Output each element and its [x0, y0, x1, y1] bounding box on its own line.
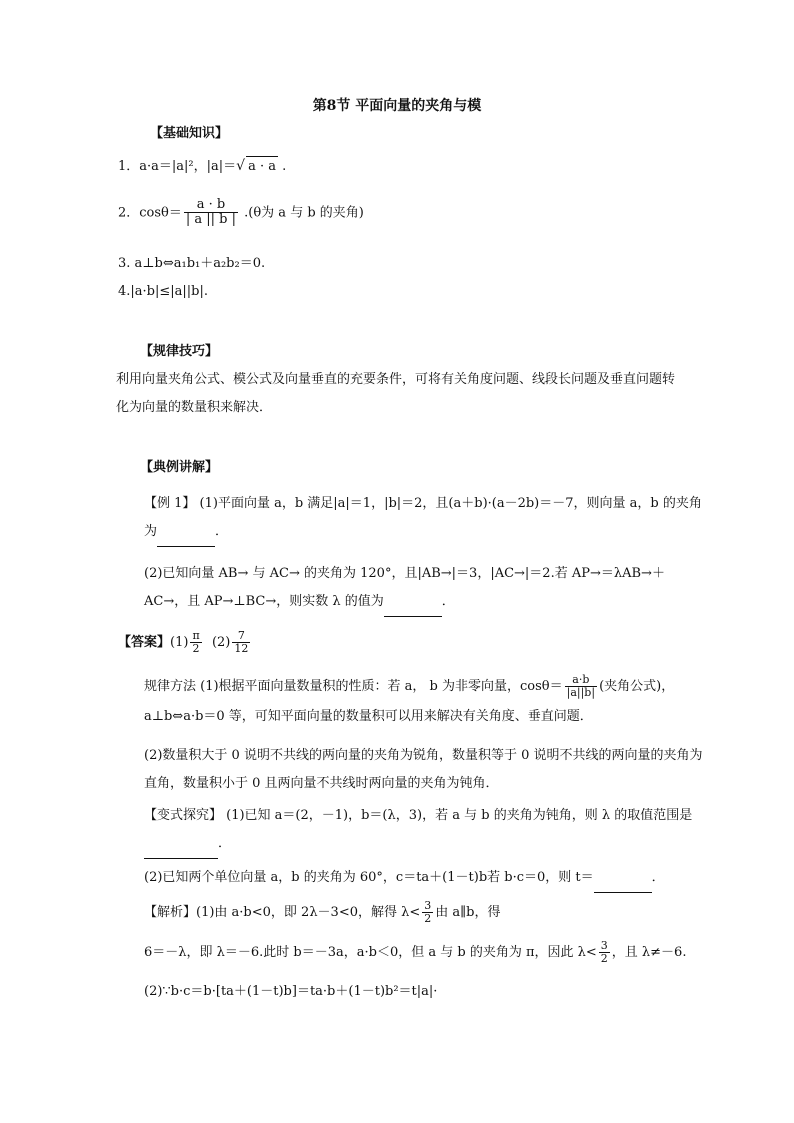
answer-2-denominator: 12 [234, 642, 249, 656]
variant-1-end: ． [218, 836, 232, 851]
solution-line-2 [144, 940, 686, 966]
formula-2-fraction [184, 198, 238, 228]
solution-fraction-1 [422, 900, 433, 925]
answer-blank-4 [594, 864, 652, 893]
solution-line-1 [144, 900, 500, 926]
method-text-b: (夹角公式)，a⊥b⇔a·b＝0 等，可知平面向量的数量积可以用来解决有关角度、垂直问题． [144, 679, 675, 724]
variant-2-end: ． [651, 870, 665, 885]
answer-1-prefix: (1) [170, 635, 189, 651]
variant-1 [116, 802, 704, 859]
solution-1b: 由 a∥b，得 [435, 905, 501, 921]
solution-fraction-2 [599, 940, 610, 965]
examples-heading: 【典例讲解】 [140, 460, 219, 475]
formula-2-numerator: a · b [184, 198, 238, 213]
formula-1-text: a·a＝|a|²，|a|＝ [139, 159, 237, 174]
formula-1-end: . [277, 159, 287, 174]
formula-1-sqrt: a · a [246, 156, 278, 177]
formula-4: 4.|a·b|≤|a||b|. [118, 284, 208, 299]
tips-paragraph: 利用向量夹角公式、模公式及向量垂直的充要条件，可将有关角度问题、线段长问题及垂直问题转化为向量的数量积来解决． [116, 372, 676, 415]
answer-1-fraction [190, 630, 201, 655]
example-1-part-2-text: (2)已知向量 AB→ 与 AC→ 的夹角为 120°，且|AB→|＝3，|AC→|＝2.若 AP→＝λAB→＋AC→，且 AP→⊥BC→，则实数 λ 的值为 [144, 566, 665, 609]
variant-2-text: (2)已知两个单位向量 a，b 的夹角为 60°，c＝ta＋(1－t)b若 b·c＝0，则 t＝ [144, 870, 594, 885]
method-text-a: 规律方法 (1)根据平面向量数量积的性质：若 a， b 为非零向量，cosθ＝ [144, 679, 563, 694]
solution-fraction-1-denominator: 2 [424, 912, 432, 926]
answer-2-prefix: (2) [211, 635, 231, 651]
method-fraction [565, 674, 597, 699]
example-1-part-1 [116, 490, 704, 547]
example-1-part-2-end: ． [441, 594, 455, 609]
variant-2 [116, 864, 704, 893]
formula-1-num: 1． [118, 159, 140, 174]
answer-line [118, 630, 252, 655]
example-1-part-1-end: ． [215, 524, 229, 539]
formula-2 [118, 198, 364, 228]
example-1-part-1-text: 【例 1】 (1)平面向量 a，b 满足|a|＝1，|b|＝2，且(a＋b)·(a－2b)＝－7，则向量 a，b 的夹角为 [144, 496, 702, 539]
solution-fraction-2-numerator: 3 [600, 939, 608, 952]
solution-2b: ，且 λ≠－6. [611, 945, 687, 961]
formula-2-prefix: 2．cosθ＝ [118, 205, 182, 221]
answer-1-numerator: π [192, 629, 200, 642]
method-fraction-numerator: a·b [565, 674, 597, 687]
method-paragraph-1 [116, 672, 704, 732]
method-paragraph-2: (2)数量积大于 0 说明不共线的两向量的夹角为锐角，数量积等于 0 说明不共线的两向量的夹角为直角，数量积小于 0 且两向量不共线时两向量的夹角为钝角． [144, 748, 703, 791]
formula-3: 3. a⊥b⇔a₁b₁＋a₂b₂＝0. [118, 256, 266, 271]
variant-1-text: 【变式探究】 (1)已知 a＝(2，－1)，b＝(λ，3)，若 a 与 b 的夹角为钝角，则 λ 的取值范围是 [144, 808, 693, 823]
tips-heading: 【规律技巧】 [140, 344, 219, 359]
solution-1a: 【解析】(1)由 a·b<0，即 2λ－3<0，解得 λ< [144, 905, 421, 921]
method-fraction-denominator: |a||b| [566, 686, 596, 699]
answer-blank-2 [384, 588, 442, 617]
page-title: 第8节 平面向量的夹角与模 [312, 98, 482, 114]
answer-2-fraction [232, 630, 250, 655]
solution-fraction-1-numerator: 3 [424, 899, 432, 912]
solution-2a: 6＝－λ，即 λ＝－6.此时 b＝－3a，a·b＜0，但 a 与 b 的夹角为 π，因此 λ< [144, 945, 597, 961]
solution-fraction-2-denominator: 2 [600, 952, 608, 966]
formula-1: 1．a·a＝|a|²，|a|＝√ a · a . [118, 156, 286, 177]
formula-2-note: .(θ为 a 与 b 的夹角) [240, 205, 364, 221]
answer-blank-3 [144, 830, 218, 859]
answer-2-numerator: 7 [232, 630, 250, 643]
solution-line-3: (2)∵b·c＝b·[ta＋(1－t)b]＝ta·b＋(1－t)b²＝t|a|· [144, 984, 438, 999]
formula-2-denominator: | a || b | [185, 212, 237, 228]
example-1-part-2 [116, 560, 704, 617]
answer-1-denominator: 2 [192, 642, 200, 656]
answer-blank-1 [157, 518, 215, 547]
answer-label: 【答案】 [118, 635, 171, 651]
basics-heading: 【基础知识】 [150, 126, 229, 141]
